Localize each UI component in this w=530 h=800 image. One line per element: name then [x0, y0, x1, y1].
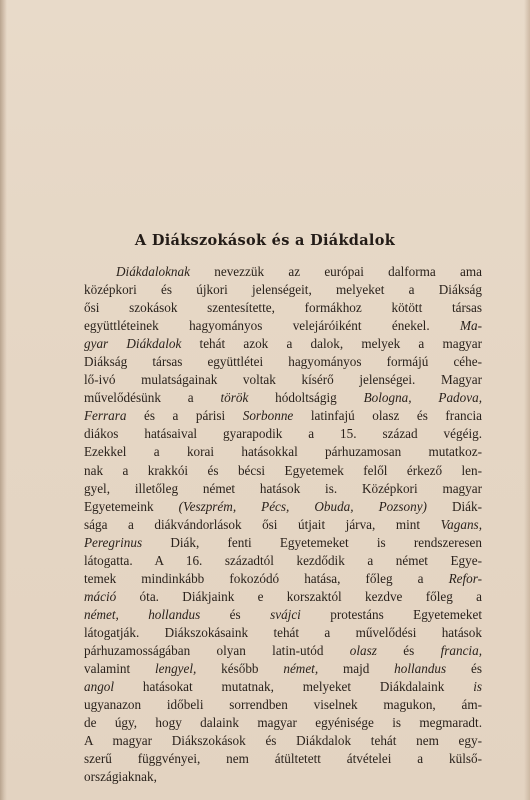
- text-run: Egyetemeink: [84, 498, 179, 514]
- text-run: A magyar Diákszokások és Diákdalok tehát nem egy-: [84, 733, 482, 749]
- text-run: és: [446, 661, 482, 677]
- italic-text: Sorbonne: [242, 408, 294, 424]
- text-run: lő-ivó mulatságainak voltak kísérő jelenségei. Magyar: [84, 372, 482, 388]
- text-line: [84, 588, 482, 606]
- italic-text: máció: [84, 588, 117, 604]
- text-run: később: [196, 661, 284, 677]
- italic-text: német, hollandus: [84, 606, 201, 622]
- text-line: [84, 552, 482, 570]
- page-right-edge: [524, 0, 530, 800]
- text-run: majd: [318, 661, 395, 677]
- italic-text: Ma-: [460, 318, 482, 334]
- italic-text: gyar Diákdalok: [84, 336, 182, 352]
- text-run: protestáns Egyetemeket: [300, 606, 482, 622]
- text-run: latinfajú olasz és francia: [293, 408, 482, 424]
- text-line: [84, 678, 482, 696]
- text-run: Ezekkel a korai hatásokkal párhuzamosan mutatkoz-: [84, 444, 482, 460]
- text-run: művelődésünk a: [84, 390, 221, 406]
- text-line: [84, 389, 482, 407]
- text-run: Diák-: [426, 498, 482, 514]
- text-line: [84, 768, 482, 786]
- text-run: nevezzük az európai dalforma ama: [189, 264, 482, 279]
- text-run: valamint: [84, 661, 155, 677]
- text-run: Diákság társas együttlétei hagyományos formájú céhe-: [84, 354, 482, 370]
- italic-text: olasz: [349, 642, 377, 658]
- text-run: középkori és újkori jelenségeit, melyeket a Diákság: [84, 282, 482, 298]
- page-left-edge: [0, 0, 7, 800]
- text-run: és: [200, 606, 271, 622]
- text-line: [84, 353, 482, 371]
- text-line: [84, 750, 482, 768]
- text-run: nak a krakkói és bécsi Egyetemek felől érkező len-: [84, 462, 482, 478]
- text-line: [84, 263, 482, 281]
- text-line: [84, 498, 482, 516]
- text-line: [84, 696, 482, 714]
- text-line: [84, 480, 482, 498]
- italic-text: Refor-: [448, 570, 482, 586]
- text-line: [84, 732, 482, 750]
- text-run: látogatják. Diákszokásaink tehát a művelődési hatások: [84, 624, 482, 640]
- text-run: ősi szokások szentesítette, formákhoz kötött társas: [84, 300, 482, 316]
- italic-text: svájci: [270, 606, 301, 622]
- text-run: ugyanazon időbeli sorrendben viselnek magukon, ám-: [84, 697, 482, 713]
- text-line: [84, 371, 482, 389]
- italic-text: Bologna, Padova,: [363, 390, 482, 406]
- text-line: [84, 462, 482, 480]
- italic-text: Peregrinus: [84, 534, 143, 550]
- text-line: [84, 606, 482, 624]
- italic-text: Diákdaloknak: [116, 264, 190, 279]
- text-run: Diák, fenti Egyetemeket is rendszeresen: [142, 534, 482, 550]
- text-line: [84, 570, 482, 588]
- text-line: [84, 660, 482, 678]
- text-line: [84, 624, 482, 642]
- text-line: [84, 335, 482, 353]
- text-line: [84, 407, 482, 425]
- text-line: [84, 443, 482, 461]
- italic-text: Ferrara: [84, 408, 127, 424]
- text-run: óta. Diákjaink e korszaktól kezdve főleg a: [116, 588, 482, 604]
- text-line: [84, 317, 482, 335]
- text-run: és a párisi: [126, 408, 243, 424]
- italic-text: (Veszprém, Pécs, Obuda, Pozsony): [178, 498, 427, 514]
- text-run: országiaknak,: [84, 769, 157, 785]
- text-run: és: [376, 642, 441, 658]
- italic-text: lengyel,: [154, 661, 197, 677]
- text-run: de úgy, hogy dalaink magyar egyénisége is megmaradt.: [84, 715, 482, 731]
- italic-text: is: [473, 679, 482, 695]
- text-run: sága a diákvándorlások ősi útjait járva, mint: [84, 516, 441, 532]
- text-run: párhuzamosságában olyan latin-utód: [84, 642, 350, 658]
- text-run: hatásokat mutatnak, melyeket Diákdalaink: [114, 679, 474, 695]
- italic-text: Vagans,: [440, 516, 482, 532]
- italic-text: francia,: [440, 642, 482, 658]
- text-line: [84, 714, 482, 732]
- text-line: [84, 642, 482, 660]
- text-line: [84, 281, 482, 299]
- text-run: látogatta. A 16. századtól kezdődik a német Egye-: [84, 552, 482, 568]
- italic-text: német,: [283, 661, 319, 677]
- italic-text: angol: [84, 679, 115, 695]
- text-run: gyel, illetőleg német hatások is. Középkori magyar: [84, 480, 482, 496]
- italic-text: hollandus: [394, 661, 447, 677]
- text-run: szerű függvényei, nem átültetett átvételei a külső-: [84, 751, 482, 767]
- text-run: együttléteinek hagyományos velejáróiként énekel.: [84, 318, 461, 334]
- text-line: [84, 534, 482, 552]
- italic-text: török: [220, 390, 249, 406]
- text-run: tehát azok a dalok, melyek a magyar: [181, 336, 482, 352]
- text-line: [84, 516, 482, 534]
- text-run: diákos hatásaival gyarapodik a 15. század végéig.: [84, 426, 482, 442]
- text-line: [84, 425, 482, 443]
- body-text: [84, 263, 482, 786]
- text-run: temek mindinkább fokozódó hatása, főleg a: [84, 570, 449, 586]
- text-line: [84, 299, 482, 317]
- text-run: hódoltságig: [248, 390, 364, 406]
- chapter-heading: A Diákszokások és a Diákdalok: [134, 232, 396, 249]
